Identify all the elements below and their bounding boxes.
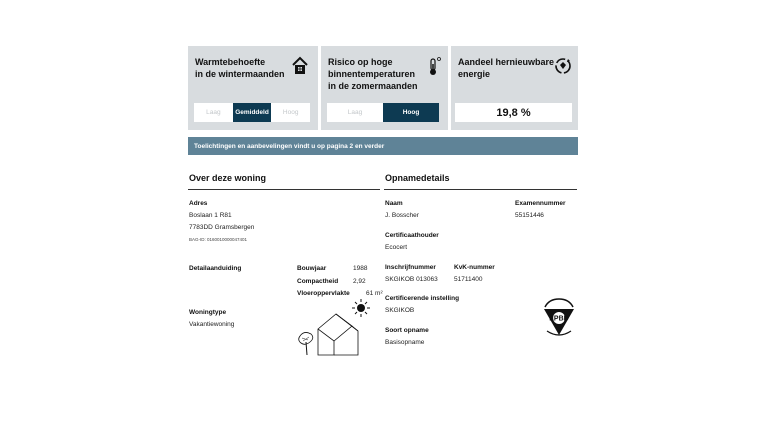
heat-demand-title-line1: Warmtebehoefte	[195, 57, 266, 67]
name-label: Naam	[385, 200, 403, 207]
heat-demand-title	[195, 56, 285, 80]
overheating-risk-card	[321, 46, 448, 130]
address-line1: Boslaan 1 R81	[189, 212, 232, 219]
inspection-type-label: Soort opname	[385, 327, 429, 334]
epbd-logo-icon	[542, 297, 576, 339]
overheating-title-line2: binnentemperaturen	[328, 69, 416, 79]
inspection-details-divider	[384, 189, 577, 190]
about-home-title: Over deze woning	[189, 173, 267, 183]
address-line2: 7783DD Gramsbergen	[189, 224, 255, 231]
compactness-value: 2,92	[353, 278, 366, 285]
inspection-details-title: Opnamedetails	[385, 173, 450, 183]
cert-institution-value: SKGIKOB	[385, 307, 415, 314]
renewable-value: 19,8 %	[455, 103, 572, 122]
tree-icon	[299, 332, 313, 355]
kvk-value: 51711400	[454, 276, 483, 283]
epbd-logo-text: EPBD	[549, 315, 569, 323]
bouwjaar-value: 1988	[353, 265, 368, 272]
cert-institution-label: Certificerende instelling	[385, 295, 460, 302]
registration-label: Inschrijfnummer	[385, 264, 436, 271]
cert-holder-label: Certificaathouder	[385, 232, 439, 239]
address-label: Adres	[189, 200, 208, 207]
overheat-option-low: Laag	[347, 109, 363, 116]
heat-option-low: Laag	[206, 109, 221, 116]
cert-holder-value: Ecocert	[385, 244, 408, 251]
registration-value: SKGIKOB 013063	[385, 276, 438, 283]
heat-demand-card	[188, 46, 318, 130]
sun-icon	[352, 299, 370, 317]
house-icon	[291, 56, 309, 76]
about-home-divider	[188, 189, 380, 190]
name-value: J. Bosscher	[385, 212, 419, 219]
floor-area-value: 61 m²	[366, 290, 383, 297]
info-banner: Toelichtingen en aanbevelingen vindt u op pagina 2 en verder	[188, 137, 578, 155]
inspection-type-value: Basisopname	[385, 339, 425, 346]
heat-demand-scale	[194, 103, 310, 122]
floor-area-label: Vloeroppervlakte	[297, 290, 350, 297]
house-illustration-icon	[292, 296, 374, 358]
house-type-label: Woningtype	[189, 309, 227, 316]
bouwjaar-label: Bouwjaar	[297, 265, 327, 272]
recycle-icon	[553, 56, 573, 76]
renewable-energy-card	[451, 46, 578, 130]
heat-option-high: Hoog	[282, 109, 299, 116]
kvk-label: KvK-nummer	[454, 264, 495, 271]
compactness-label: Compactheid	[297, 278, 339, 285]
overheating-title-line1: Risico op hoge	[328, 57, 393, 67]
renewable-title-line2: energie	[458, 69, 491, 79]
renewable-title	[458, 56, 554, 80]
detail-label: Detailaanduiding	[189, 265, 242, 272]
house-type-value: Vakantiewoning	[189, 321, 235, 328]
overheating-title	[328, 56, 418, 92]
heat-option-medium: Gemiddeld	[233, 103, 272, 122]
thermometer-sun-icon	[424, 56, 442, 76]
overheating-title-line3: in de zomermaanden	[328, 81, 418, 91]
exam-number-value: 55151446	[515, 212, 544, 219]
heat-demand-title-line2: in de wintermaanden	[195, 69, 285, 79]
exam-number-label: Examennummer	[515, 200, 566, 207]
overheating-scale	[327, 103, 439, 122]
overheat-option-high: Hoog	[383, 103, 439, 122]
bag-id: BAG-ID: 0160010000047401	[189, 237, 248, 242]
renewable-title-line1: Aandeel hernieuwbare	[458, 57, 555, 67]
